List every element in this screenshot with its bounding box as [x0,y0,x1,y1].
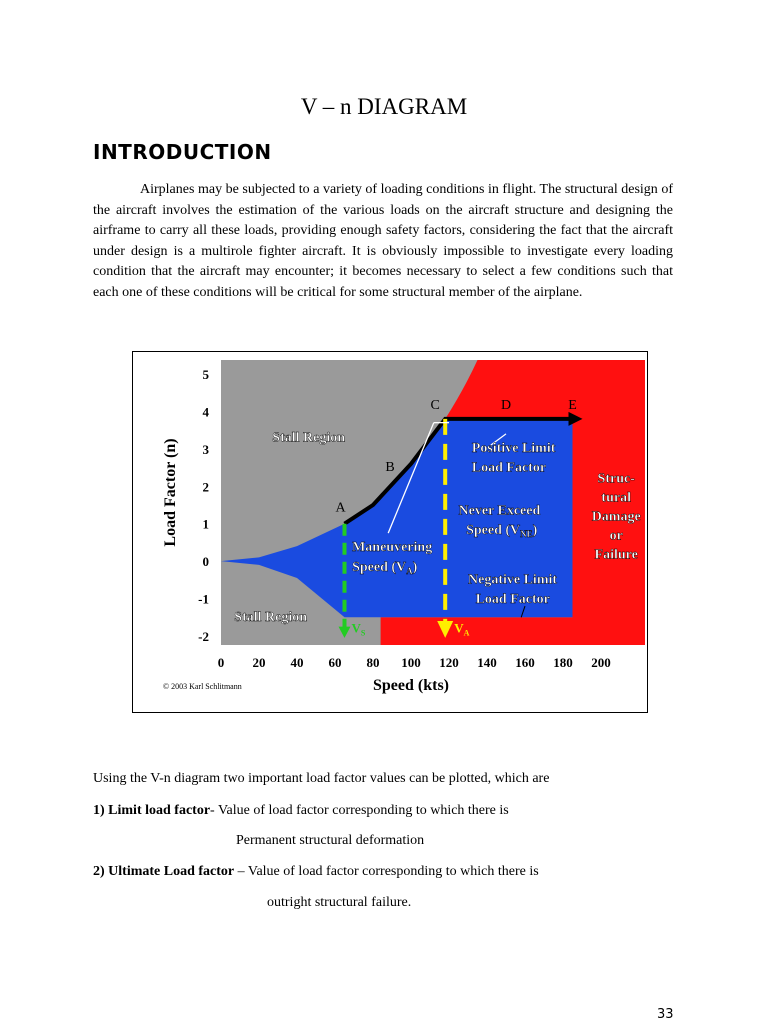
positive-limit-label-2: Load Factor [471,460,547,476]
point-label-d: D [500,397,512,413]
item-2-term: 2) Ultimate Load factor [93,864,235,879]
copyright-text: © 2003 Karl Schlitmann [163,682,242,691]
x-tick-label: 160 [515,655,535,670]
stall-region-upper-label: Stall Region [272,430,346,446]
x-tick-label: 0 [217,655,225,670]
y-tick-label: 0 [202,554,209,570]
never-exceed-label-1: Never Exceed [458,503,541,519]
section-heading: INTRODUCTION [93,140,272,164]
y-tick-label: -2 [198,629,209,644]
x-tick-label: 60 [328,655,342,670]
item-1-term: 1) Limit load factor [93,803,211,818]
structural-damage-label-4: or [609,528,623,544]
item-1-definition: - Value of load factor corresponding to which there is [210,803,509,818]
x-tick-label: 40 [290,655,304,670]
item-2 [93,864,539,880]
structural-damage-label-2: tural [601,490,631,506]
vn-diagram-figure [132,351,648,713]
marker-label-s: $V_S$ [351,620,366,638]
vn-diagram [133,352,647,712]
intro-text: Airplanes may be subjected to a variety of loading conditions in flight. The structural design of the aircraft involves the estimation of the various loads on the aircraft structure and designing the airframe to carry all these loads, providing enough safety factors, considering the fact that the aircraft under design is a multirole fighter aircraft. It is obviously impossible to investigate every loading condition that the aircraft may encounter; it becomes necessary to select a few conditions such that each one of these conditions will be critical for some structural member of the airplane. [93,182,673,300]
y-tick-label: 4 [202,404,209,420]
item-1-continuation: Permanent structural deformation [236,833,425,848]
x-tick-label: 80 [366,655,380,670]
y-tick-label: -1 [198,591,209,607]
negative-limit-label-1: Negative Limit [468,572,558,588]
maneuvering-label-2: Speed $(V_A)$ [352,560,418,577]
structural-damage-label-3: Damage [591,509,641,525]
x-axis-label: Speed (kts) [372,677,450,694]
x-tick-label: 120 [439,655,459,670]
positive-limit-label-1: Positive Limit [471,440,556,456]
point-label-b: B [385,459,395,475]
y-tick-label: 5 [202,367,209,382]
item-2-definition: – Value of load factor corresponding to which there is [234,864,539,879]
y-tick-label: 1 [202,516,209,532]
y-axis-label: Load Factor (n) [162,438,179,547]
intro-paragraph [93,180,673,304]
y-tick-label: 3 [202,441,209,457]
point-label-c: C [430,397,440,413]
x-tick-label: 200 [591,655,611,670]
item-1 [93,803,509,819]
structural-damage-label-1: Struc- [597,471,635,487]
point-label-e: E [568,397,577,413]
point-label-a: A [335,500,346,516]
page-number: 33 [657,1007,674,1022]
stall-region-lower-label: Stall Region [234,610,308,626]
negative-limit-label-2: Load Factor [475,592,550,608]
x-tick-label: 180 [553,655,573,670]
y-tick-label: 2 [202,479,209,495]
x-tick-label: 20 [252,655,266,670]
x-tick-label: 100 [401,655,421,670]
page-title: V – n DIAGRAM [300,94,468,119]
after-text: Using the V-n diagram two important load factor values can be plotted, which are [93,771,550,786]
never-exceed-label-2: Speed $(V_{NE})$ [466,523,538,540]
structural-damage-label-5: Failure [594,547,638,563]
maneuvering-label-1: Maneuvering [352,540,433,556]
item-2-continuation: outright structural failure. [267,895,412,910]
x-tick-label: 140 [477,655,497,670]
marker-label-a: $V_A$ [454,620,470,638]
